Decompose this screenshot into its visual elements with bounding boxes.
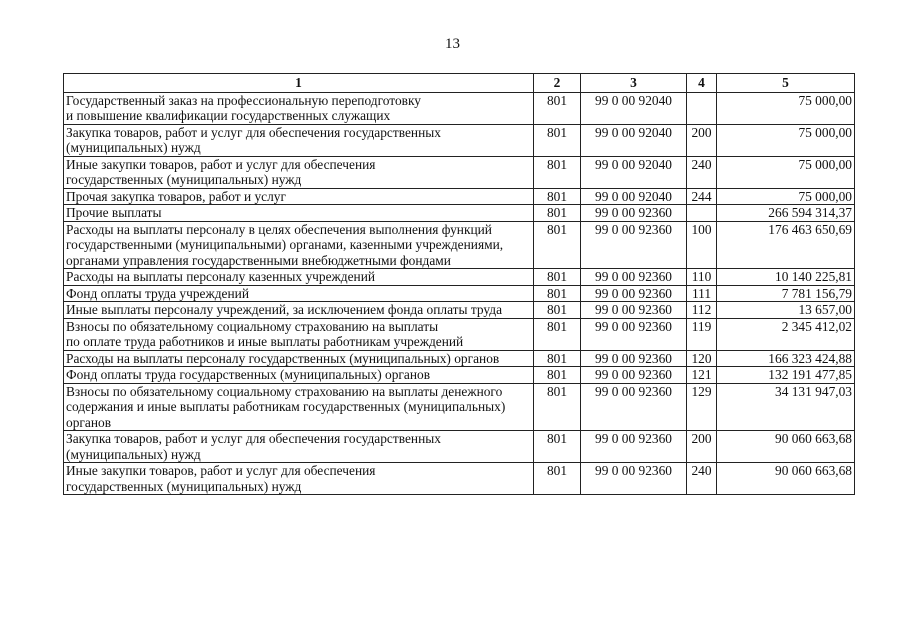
expense-type-cell: 119 bbox=[687, 318, 717, 350]
table-row bbox=[64, 269, 855, 286]
department-code-cell: 801 bbox=[534, 318, 581, 350]
department-code-cell: 801 bbox=[534, 205, 581, 222]
expense-name-cell: Прочая закупка товаров, работ и услуг bbox=[64, 188, 534, 205]
expense-name-cell: Взносы по обязательному социальному страхованию на выплаты по оплате труда работников и иные выплаты работникам учреждений bbox=[64, 318, 534, 350]
table-row bbox=[64, 92, 855, 124]
target-article-cell: 99 0 00 92360 bbox=[581, 285, 687, 302]
department-code-cell: 801 bbox=[534, 302, 581, 319]
expense-type-cell: 112 bbox=[687, 302, 717, 319]
target-article-cell: 99 0 00 92360 bbox=[581, 318, 687, 350]
table-body bbox=[64, 92, 855, 495]
amount-cell: 176 463 650,69 bbox=[717, 221, 855, 269]
target-article-cell: 99 0 00 92360 bbox=[581, 269, 687, 286]
department-code-cell: 801 bbox=[534, 285, 581, 302]
expense-type-cell: 120 bbox=[687, 350, 717, 367]
table-row bbox=[64, 463, 855, 495]
amount-cell: 166 323 424,88 bbox=[717, 350, 855, 367]
amount-cell: 7 781 156,79 bbox=[717, 285, 855, 302]
expense-type-cell: 240 bbox=[687, 156, 717, 188]
amount-cell: 90 060 663,68 bbox=[717, 431, 855, 463]
expense-name-cell: Фонд оплаты труда учреждений bbox=[64, 285, 534, 302]
expense-type-cell: 110 bbox=[687, 269, 717, 286]
page-number: 13 bbox=[445, 36, 460, 52]
target-article-cell: 99 0 00 92360 bbox=[581, 431, 687, 463]
expense-name-cell: Расходы на выплаты персоналу казенных учреждений bbox=[64, 269, 534, 286]
amount-cell: 75 000,00 bbox=[717, 188, 855, 205]
header-col-2: 2 bbox=[534, 74, 581, 93]
department-code-cell: 801 bbox=[534, 221, 581, 269]
header-col-3: 3 bbox=[581, 74, 687, 93]
header-col-4: 4 bbox=[687, 74, 717, 93]
department-code-cell: 801 bbox=[534, 350, 581, 367]
expense-type-cell: 244 bbox=[687, 188, 717, 205]
expense-type-cell bbox=[687, 92, 717, 124]
target-article-cell: 99 0 00 92040 bbox=[581, 188, 687, 205]
expense-name-cell: Фонд оплаты труда государственных (муниципальных) органов bbox=[64, 367, 534, 384]
table-row bbox=[64, 205, 855, 222]
target-article-cell: 99 0 00 92360 bbox=[581, 367, 687, 384]
amount-cell: 75 000,00 bbox=[717, 92, 855, 124]
amount-cell: 132 191 477,85 bbox=[717, 367, 855, 384]
table-row bbox=[64, 302, 855, 319]
table-row bbox=[64, 285, 855, 302]
amount-cell: 13 657,00 bbox=[717, 302, 855, 319]
target-article-cell: 99 0 00 92360 bbox=[581, 205, 687, 222]
table-row bbox=[64, 124, 855, 156]
department-code-cell: 801 bbox=[534, 431, 581, 463]
expense-name-cell: Расходы на выплаты персоналу государственных (муниципальных) органов bbox=[64, 350, 534, 367]
department-code-cell: 801 bbox=[534, 269, 581, 286]
target-article-cell: 99 0 00 92360 bbox=[581, 221, 687, 269]
table-row bbox=[64, 156, 855, 188]
expense-type-cell: 100 bbox=[687, 221, 717, 269]
header-col-1: 1 bbox=[64, 74, 534, 93]
expense-name-cell: Иные закупки товаров, работ и услуг для обеспечения государственных (муниципальных) нужд bbox=[64, 463, 534, 495]
expense-type-cell: 111 bbox=[687, 285, 717, 302]
target-article-cell: 99 0 00 92360 bbox=[581, 463, 687, 495]
expense-name-cell: Прочие выплаты bbox=[64, 205, 534, 222]
department-code-cell: 801 bbox=[534, 383, 581, 431]
department-code-cell: 801 bbox=[534, 367, 581, 384]
table-row bbox=[64, 318, 855, 350]
table-row bbox=[64, 221, 855, 269]
target-article-cell: 99 0 00 92360 bbox=[581, 302, 687, 319]
amount-cell: 10 140 225,81 bbox=[717, 269, 855, 286]
expense-type-cell: 200 bbox=[687, 431, 717, 463]
expense-type-cell: 240 bbox=[687, 463, 717, 495]
expense-name-cell: Государственный заказ на профессиональную переподготовку и повышение квалификации государственных служащих bbox=[64, 92, 534, 124]
expense-type-cell: 129 bbox=[687, 383, 717, 431]
target-article-cell: 99 0 00 92040 bbox=[581, 92, 687, 124]
target-article-cell: 99 0 00 92040 bbox=[581, 156, 687, 188]
expense-type-cell: 200 bbox=[687, 124, 717, 156]
expense-name-cell: Иные закупки товаров, работ и услуг для обеспечения государственных (муниципальных) нужд bbox=[64, 156, 534, 188]
table-row bbox=[64, 383, 855, 431]
expense-name-cell: Закупка товаров, работ и услуг для обеспечения государственных (муниципальных) нужд bbox=[64, 124, 534, 156]
amount-cell: 34 131 947,03 bbox=[717, 383, 855, 431]
expense-name-cell: Закупка товаров, работ и услуг для обеспечения государственных (муниципальных) нужд bbox=[64, 431, 534, 463]
amount-cell: 90 060 663,68 bbox=[717, 463, 855, 495]
table-header bbox=[64, 74, 855, 93]
expense-name-cell: Иные выплаты персоналу учреждений, за исключением фонда оплаты труда bbox=[64, 302, 534, 319]
expense-type-cell: 121 bbox=[687, 367, 717, 384]
header-row bbox=[64, 74, 855, 93]
amount-cell: 75 000,00 bbox=[717, 156, 855, 188]
expense-type-cell bbox=[687, 205, 717, 222]
table-row bbox=[64, 188, 855, 205]
amount-cell: 266 594 314,37 bbox=[717, 205, 855, 222]
table-row bbox=[64, 350, 855, 367]
department-code-cell: 801 bbox=[534, 156, 581, 188]
expense-name-cell: Взносы по обязательному социальному страхованию на выплаты денежного содержания и иные выплаты работникам государственных (муниципальных) органов bbox=[64, 383, 534, 431]
department-code-cell: 801 bbox=[534, 188, 581, 205]
target-article-cell: 99 0 00 92360 bbox=[581, 383, 687, 431]
expense-name-cell: Расходы на выплаты персоналу в целях обеспечения выполнения функций государственными (муниципальными) органами, казенными учреждениями, органами управления государственными внебюджетными фондами bbox=[64, 221, 534, 269]
table-row bbox=[64, 367, 855, 384]
department-code-cell: 801 bbox=[534, 463, 581, 495]
amount-cell: 75 000,00 bbox=[717, 124, 855, 156]
department-code-cell: 801 bbox=[534, 124, 581, 156]
target-article-cell: 99 0 00 92360 bbox=[581, 350, 687, 367]
budget-table bbox=[63, 73, 855, 495]
table-row bbox=[64, 431, 855, 463]
department-code-cell: 801 bbox=[534, 92, 581, 124]
target-article-cell: 99 0 00 92040 bbox=[581, 124, 687, 156]
amount-cell: 2 345 412,02 bbox=[717, 318, 855, 350]
header-col-5: 5 bbox=[717, 74, 855, 93]
